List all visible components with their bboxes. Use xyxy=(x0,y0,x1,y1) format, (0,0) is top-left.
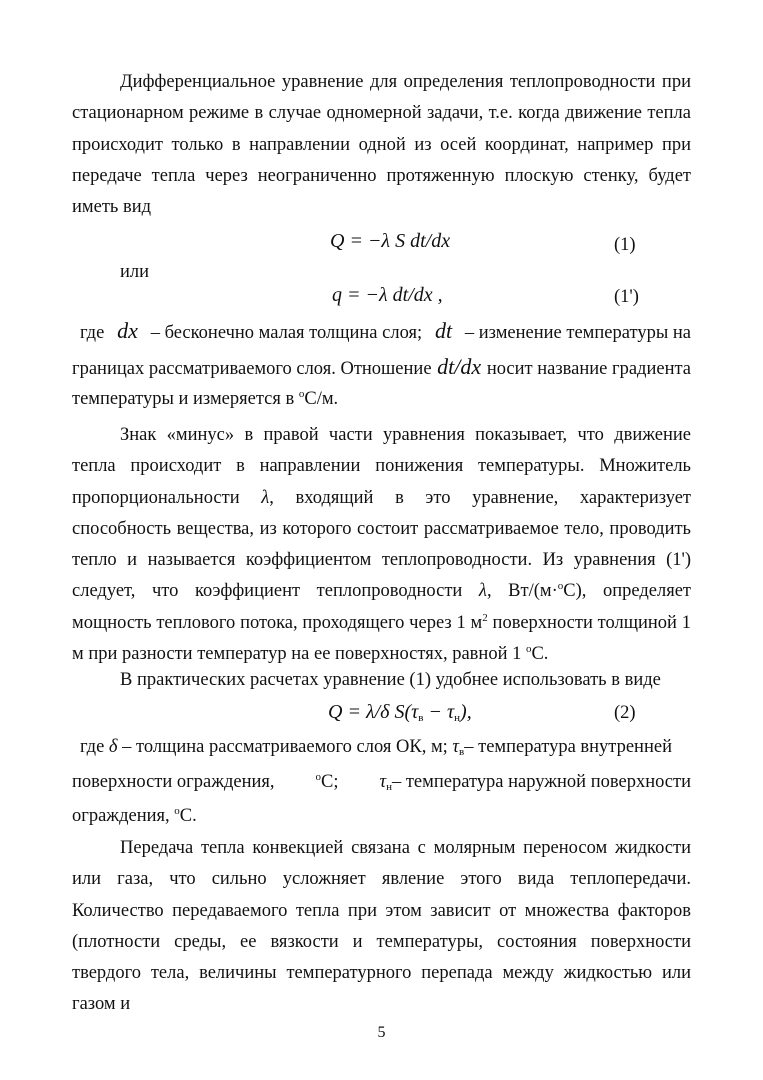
celsius-text: С; xyxy=(321,772,339,792)
gradient-unit-text: температуры и измеряется в xyxy=(72,389,295,409)
formula-2 xyxy=(328,701,472,724)
dx-symbol: dx xyxy=(117,318,138,343)
tau-symbol: τ xyxy=(452,737,460,757)
square-mark: 2 xyxy=(482,611,488,624)
deg-c xyxy=(316,772,339,793)
p2-part1: Знак «минус» в правой части уравнения показывает, что движение тепла происходит в направлении понижения температуры. Множитель пропорциональности xyxy=(72,425,691,508)
p2-part3: , Вт/(м· xyxy=(486,581,558,602)
tau-symbol-2: τ xyxy=(379,772,387,792)
surface-text: поверхности ограждения, xyxy=(72,772,275,792)
degree-mark: o xyxy=(174,805,180,817)
tau-in-description: – температура внутренней xyxy=(464,737,672,757)
formula-1: Q = −λ S dt/dx xyxy=(330,230,451,252)
formula-2-number: (2) xyxy=(614,703,636,723)
p2-part2: , входящий в это уравнение, характеризует способность вещества, из которого состоит рассматриваемое тело, проводить тепло и называется коэффициентом теплопроводности. Из уравнения (1') следует, что коэффициент теплопроводности xyxy=(72,487,691,602)
where-prefix: где xyxy=(80,323,105,343)
where2-line-1 xyxy=(80,737,672,758)
dt-description: – изменение температуры на xyxy=(464,323,691,343)
tau-out xyxy=(379,772,691,793)
formula-2-end: ), xyxy=(460,701,472,723)
tau-sub-in: в xyxy=(459,746,465,758)
ratio-intro: границах рассматриваемого слоя. Отношение xyxy=(72,359,432,379)
tau-out-description: – температура наружной поверхности xyxy=(391,772,691,792)
formula-2-mid: − τ xyxy=(423,701,455,723)
p2-part6: С. xyxy=(531,644,549,665)
paragraph-practical: В практических расчетах уравнение (1) удобнее использовать в виде xyxy=(120,670,661,690)
where2-line-2 xyxy=(72,772,691,793)
formula-1-number: (1) xyxy=(614,235,636,255)
formula-2-sub-in: в xyxy=(418,712,424,724)
p2-part4: С), определяет мощность теплового потока, проходящего через 1 м xyxy=(72,581,692,633)
paragraph-conductivity xyxy=(72,420,691,670)
or-word: или xyxy=(120,262,150,282)
page-number: 5 xyxy=(377,1024,386,1041)
where2-line-3 xyxy=(72,806,197,827)
degree-mark: o xyxy=(525,643,532,656)
p2-part5: поверхности толщиной 1 м при разности температур на ее поверхностях, равной 1 xyxy=(72,612,691,665)
dx-description: – бесконечно малая толщина слоя; xyxy=(150,323,423,343)
enclosure-text: ограждения, xyxy=(72,806,170,826)
gradient-unit: С/м. xyxy=(304,389,339,409)
formula-2-sub-out: н xyxy=(454,712,461,724)
delta-description: – толщина рассматриваемого слоя ОК, м; xyxy=(117,737,453,757)
where-line-3 xyxy=(72,389,338,410)
formula-1-prime-number: (1') xyxy=(614,287,639,307)
paragraph-convection: Передача тепла конвекцией связана с молярным переносом жидкости или газа, что сильно усложняет явление этого вида теплопередачи. Количество передаваемого тепла при этом зависит от множества факторов (плотности среды, ее вязкости и температуры, состояния поверхности твердого тела, величины температурного перепада между жидкостью или газом и xyxy=(72,838,691,1015)
tau-sub-out: н xyxy=(386,781,392,793)
degree-mark: o xyxy=(298,388,305,400)
celsius-text-2: С. xyxy=(179,806,197,826)
dt-symbol: dt xyxy=(434,318,453,343)
degree-mark: o xyxy=(315,771,322,783)
lambda-symbol: λ xyxy=(261,487,270,508)
ratio-description: носит название градиента xyxy=(486,359,691,379)
lambda-symbol-2: λ xyxy=(478,581,487,602)
where2-prefix: где xyxy=(80,737,105,757)
ratio-symbol: dt/dx xyxy=(437,354,482,379)
formula-1-prime: q = −λ dt/dx , xyxy=(332,284,443,306)
degree-mark: o xyxy=(557,580,564,593)
formula-2-start: Q = λ/δ S(τ xyxy=(328,701,419,723)
where-line-2 xyxy=(72,354,691,380)
paragraph-intro: Дифференциальное уравнение для определения теплопроводности при стационарном режиме в случае одномерной задачи, т.е. когда движение тепла происходит только в направлении одной из осей координат, например при передаче тепла через неограниченно протяженную плоскую стенку, будет иметь вид xyxy=(72,72,691,218)
delta-symbol: δ xyxy=(108,737,118,757)
where-line-1 xyxy=(80,318,691,344)
